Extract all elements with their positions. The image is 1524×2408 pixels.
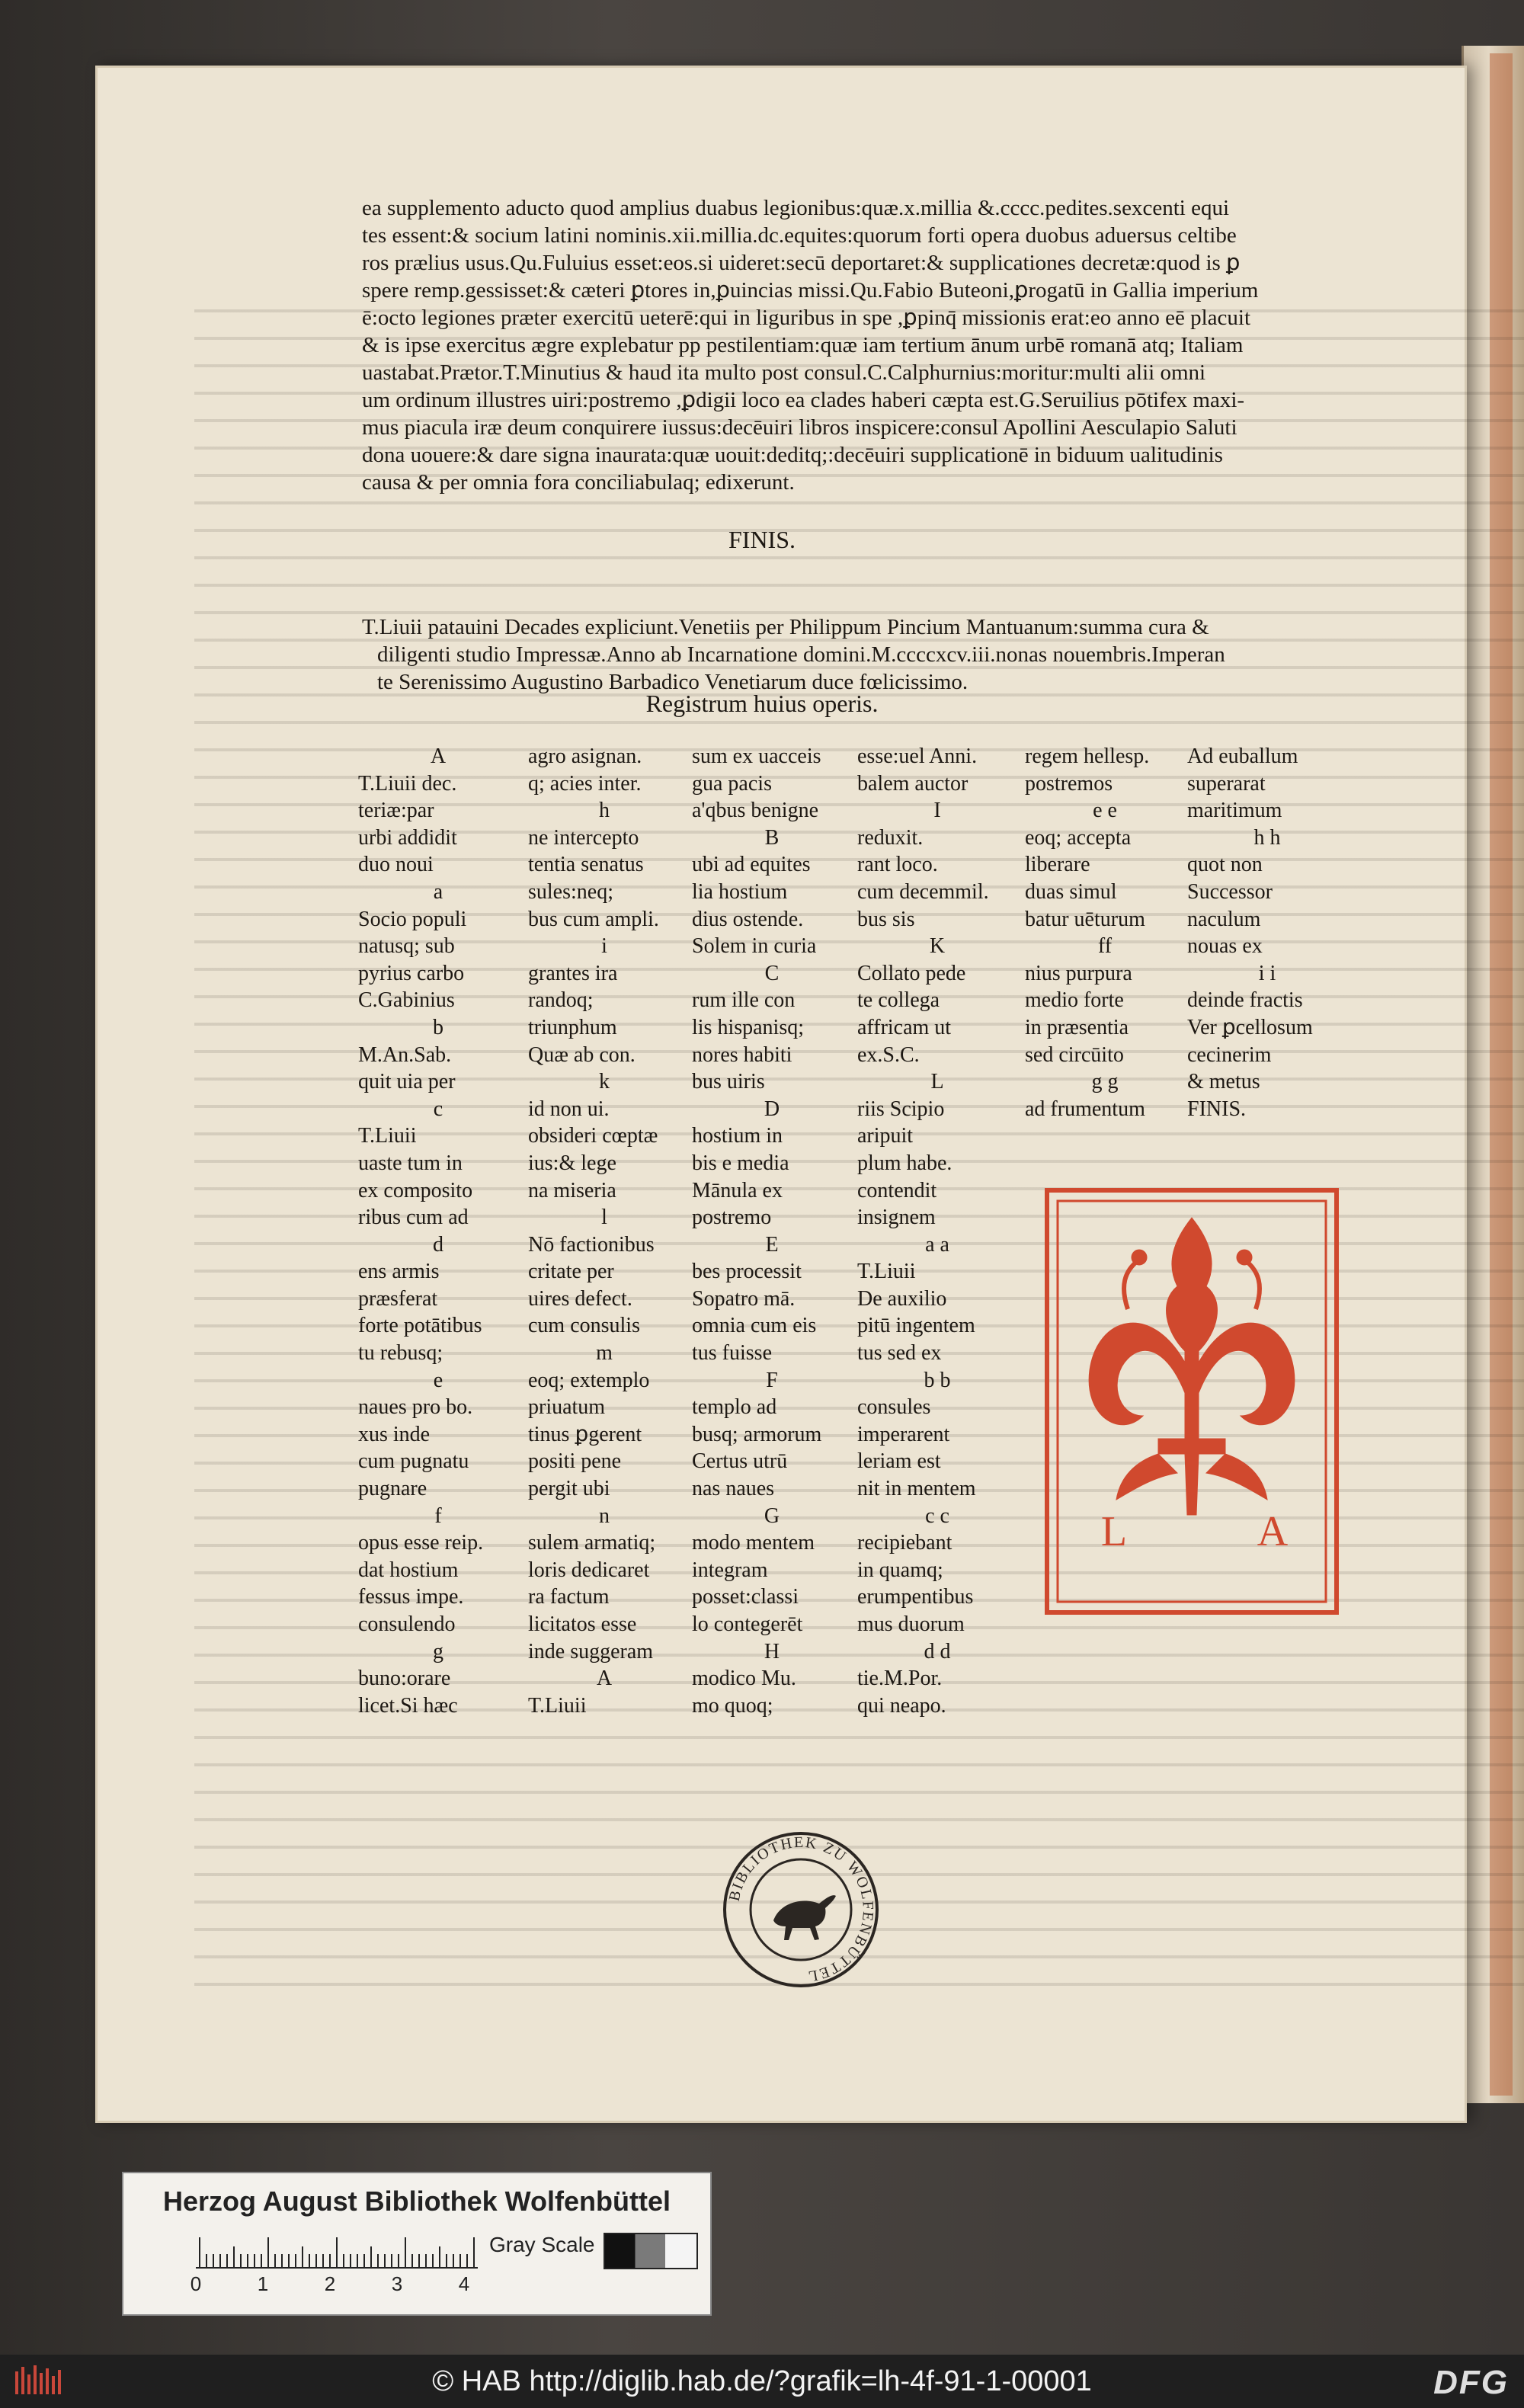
register-entry: præsferat <box>358 1286 438 1311</box>
register-entry: pugnare <box>358 1477 427 1501</box>
register-entry: De auxilio <box>857 1286 947 1311</box>
register-entry: hostium in <box>692 1124 783 1148</box>
register-entry: Socio populi <box>358 907 467 931</box>
text-line: tes essent:& socium latini nominis.xii.millia.dc.equites:quorum forti opera duobus aduersus celtibe <box>362 223 1237 248</box>
register-entry: balem auctor <box>857 771 969 796</box>
register-entry: tinus ꝑgerent <box>528 1422 642 1446</box>
register-entry: imperarent <box>857 1422 950 1446</box>
register-entry: i <box>601 934 607 959</box>
register-entry: f <box>434 1503 442 1528</box>
register-entry: m <box>596 1341 613 1366</box>
register-entry: id non ui. <box>528 1097 610 1121</box>
register-entry: in quamq; <box>857 1558 943 1582</box>
register-entry: sules:neq; <box>528 879 613 904</box>
register-entry: batur uēturum <box>1025 907 1145 931</box>
register-entry: leriam est <box>857 1449 941 1474</box>
library-name: Herzog August Bibliothek Wolfenbüttel <box>163 2185 671 2217</box>
register-entry: templo ad <box>692 1395 777 1420</box>
register-entry: buno:orare <box>358 1667 451 1691</box>
register-entry: triunphum <box>528 1015 617 1039</box>
register-entry: opus esse reip. <box>358 1531 484 1555</box>
register-entry: nouas ex <box>1187 934 1263 959</box>
scale-number: 4 <box>458 2272 470 2295</box>
register-entry: maritimum <box>1187 799 1282 823</box>
text-line: ea supplemento aducto quod amplius duabus legionibus:quæ.x.millia &.cccc.pedites.sexcenti equi <box>362 196 1229 220</box>
register-entry: in præsentia <box>1025 1015 1129 1039</box>
register-entry: uires defect. <box>528 1286 632 1311</box>
register-entry: FINIS. <box>1187 1097 1247 1121</box>
register-entry: nit in mentem <box>857 1477 976 1501</box>
register-entry: G <box>764 1503 780 1528</box>
register-entry: randoq; <box>528 988 594 1013</box>
colophon-line: diligenti studio Impressæ.Anno ab Incarnatione domini.M.ccccxcv.iii.nonas nouembris.Imperan <box>377 642 1225 667</box>
register-entry: pyrius carbo <box>358 961 465 985</box>
register-entry: I <box>933 799 941 823</box>
register-entry: riis Scipio <box>857 1097 945 1121</box>
register-entry: h <box>599 799 610 823</box>
footer-bar <box>0 2355 1524 2408</box>
register-column <box>1025 743 1185 1122</box>
register-entry: busq; armorum <box>692 1422 822 1446</box>
gray-scale-swatch <box>604 2233 698 2269</box>
register-entry: sum ex uacceis <box>692 744 821 768</box>
register-entry: Certus utrū <box>692 1449 788 1474</box>
register-entry: insignem <box>857 1206 936 1230</box>
register-entry: ra factum <box>528 1585 610 1609</box>
register-entry: cecinerim <box>1187 1042 1272 1067</box>
register-entry: bis e media <box>692 1151 789 1175</box>
register-entry: xus inde <box>358 1422 431 1446</box>
register-entry: licet.Si hæc <box>358 1693 458 1718</box>
register-entry: regem hellesp. <box>1025 744 1150 768</box>
colophon-line: T.Liuii patauini Decades expliciunt.Venetiis per Philippum Pincium Mantuanum:summa cura & <box>362 615 1209 639</box>
register-entry: esse:uel Anni. <box>857 744 978 768</box>
register-entry: licitatos esse <box>528 1612 637 1636</box>
register-entry: integram <box>692 1558 768 1582</box>
register-entry: H <box>764 1639 780 1664</box>
register-entry: nius purpura <box>1025 961 1132 985</box>
register-entry: obsideri cœptæ <box>528 1124 658 1148</box>
text-line: spere remp.gessisset:& cæteri ꝑtores in,ꝑuincias missi.Qu.Fabio Buteoni,ꝑrogatū in Gallia imperium <box>362 278 1259 303</box>
register-entry: tu rebusq; <box>358 1341 443 1366</box>
register-entry: tentia senatus <box>528 853 644 877</box>
register-entry: grantes ira <box>528 961 618 985</box>
register-entry: B <box>764 825 780 850</box>
register-entry: teriæ:par <box>358 799 434 823</box>
register-entry: recipiebant <box>857 1531 952 1555</box>
register-entry: critate per <box>528 1260 614 1284</box>
printer-mark <box>1044 1187 1340 1615</box>
register-entry: b b <box>924 1368 951 1392</box>
register-entry: T.Liuii <box>857 1260 916 1284</box>
register-column <box>692 743 852 1719</box>
register-entry: Nō factionibus <box>528 1232 655 1257</box>
register-entry: A <box>430 744 447 768</box>
register-entry: loris dedicaret <box>528 1558 650 1582</box>
register-column <box>358 743 518 1719</box>
register-entry: Quæ ab con. <box>528 1042 636 1067</box>
register-entry: consulendo <box>358 1612 456 1636</box>
register-entry: ius:& lege <box>528 1151 616 1175</box>
register-entry: bes processit <box>692 1260 802 1284</box>
register-entry: bus uiris <box>692 1070 765 1094</box>
register-entry: na miseria <box>528 1178 616 1202</box>
register-entry: T.Liuii dec. <box>358 771 457 796</box>
register-entry: medio forte <box>1025 988 1124 1013</box>
register-entry: dat hostium <box>358 1558 459 1582</box>
register-entry: D <box>764 1097 780 1121</box>
text-line: & is ipse exercitus ægre explebatur pp pestilentiam:quæ iam tertium ānum urbē romanā atq; Italiam <box>362 333 1244 357</box>
register-entry: pitū ingentem <box>857 1314 975 1338</box>
fleur-de-lis-icon <box>1089 1218 1295 1515</box>
text-line: uastabat.Prætor.T.Minutius & haud ita multo post consul.C.Calphurnius:moritur:multi alii omni <box>362 360 1206 385</box>
register-entry: duas simul <box>1025 879 1117 904</box>
text-line: mus piacula iræ deum conquirere iussus:decēuiri libros inspicere:consul Apollini Aesculapio Saluti <box>362 415 1237 440</box>
register-entry: liberare <box>1025 853 1090 877</box>
register-entry: F <box>766 1368 778 1392</box>
register-entry: b <box>433 1015 443 1039</box>
scale-number: 2 <box>324 2272 336 2295</box>
finis-heading: FINIS. <box>728 526 796 553</box>
register-entry: K <box>929 934 946 959</box>
register-entry: quit uia per <box>358 1070 456 1094</box>
register-entry: rant loco. <box>857 853 938 877</box>
text-line: causa & per omnia fora conciliabulaq; edixerunt. <box>362 470 795 495</box>
text-line: ros prælius usus.Qu.Fuluius esset:eos.si uideret:secū deportaret:& supplicationes decretæ:quod is ꝑ <box>362 251 1241 275</box>
register-entry: eoq; extemplo <box>528 1368 650 1392</box>
register-entry: rum ille con <box>692 988 796 1013</box>
register-entry: nas naues <box>692 1477 775 1501</box>
register-entry: tus sed ex <box>857 1341 942 1366</box>
register-entry: tus fuisse <box>692 1341 772 1366</box>
register-entry: priuatum <box>528 1395 606 1420</box>
register-entry: c c <box>925 1503 949 1528</box>
register-entry: e e <box>1093 799 1117 823</box>
register-entry: Ver ꝑcellosum <box>1187 1015 1313 1039</box>
register-entry: E <box>765 1232 779 1257</box>
register-entry: postremos <box>1025 771 1113 796</box>
register-entry: uaste tum in <box>358 1151 463 1175</box>
register-title: Registrum huius operis. <box>645 690 879 717</box>
register-entry: deinde fractis <box>1187 988 1303 1013</box>
library-stamp <box>720 1829 882 1990</box>
register-entry: k <box>599 1070 610 1094</box>
register-entry: a'qbus benigne <box>692 799 819 823</box>
register-entry: duo noui <box>358 853 434 877</box>
register-entry: dius ostende. <box>692 907 804 931</box>
register-entry: modo mentem <box>692 1531 815 1555</box>
register-column <box>1187 743 1347 1122</box>
register-entry: lia hostium <box>692 879 788 904</box>
register-entry: cum consulis <box>528 1314 640 1338</box>
register-entry: ens armis <box>358 1260 440 1284</box>
register-entry: C.Gabinius <box>358 988 455 1013</box>
scale-number: 1 <box>257 2272 269 2295</box>
register-entry: eoq; accepta <box>1025 825 1132 850</box>
register-entry: tie.M.Por. <box>857 1667 943 1691</box>
register-entry: bus cum ampli. <box>528 907 659 931</box>
ruler-icon <box>196 2234 478 2269</box>
register-entry: pergit ubi <box>528 1477 610 1501</box>
text-line: dona uouere:& dare signa inaurata:quæ uouit:deditq;:decēuiri supplicationē in biduum ualitudinis <box>362 443 1223 467</box>
register-entry: Solem in curia <box>692 934 817 959</box>
register-entry: Collato pede <box>857 961 966 985</box>
register-entry: l <box>601 1206 607 1230</box>
register-column <box>857 743 1017 1719</box>
register-entry: ne intercepto <box>528 825 639 850</box>
stamp-text: BIBLIOTHEK ZU WOLFENBÜTTEL <box>725 1833 877 1985</box>
register-entry: urbi addidit <box>358 825 457 850</box>
colophon-line: te Serenissimo Augustino Barbadico Venetiarum duce fœlicissimo. <box>377 670 969 694</box>
register-entry: nores habiti <box>692 1042 792 1067</box>
main-text-block <box>362 194 1402 496</box>
register-entry: naculum <box>1187 907 1261 931</box>
register-entry: modico Mu. <box>692 1667 796 1691</box>
register-entry: n <box>599 1503 610 1528</box>
register-entry: Ad euballum <box>1187 744 1298 768</box>
scale-number: 0 <box>190 2272 202 2295</box>
register-entry: forte potātibus <box>358 1314 482 1338</box>
register-entry: quot non <box>1187 853 1263 877</box>
register-entry: a a <box>925 1232 949 1257</box>
register-entry: g g <box>1091 1070 1119 1094</box>
register-entry: contendit <box>857 1178 937 1202</box>
register-entry: L <box>930 1070 944 1094</box>
register-entry: lo contegerēt <box>692 1612 803 1636</box>
mark-letter-left: L <box>1100 1508 1128 1555</box>
copyright-url[interactable]: © HAB http://diglib.hab.de/?grafik=lh-4f-91-1-00001 <box>432 2365 1092 2397</box>
register-entry: lis hispanisq; <box>692 1015 805 1039</box>
register-entry: gua pacis <box>692 771 772 796</box>
mark-letter-right: A <box>1257 1508 1289 1555</box>
register-entry: h h <box>1253 825 1281 850</box>
register-entry: cum pugnatu <box>358 1449 469 1474</box>
register-entry: ex composito <box>358 1178 473 1202</box>
text-line: um ordinum illustres uiri:postremo ,ꝑdigii loco ea clades haberi cæpta est.G.Seruilius pōtifex maxi- <box>362 388 1245 412</box>
register-entry: mo quoq; <box>692 1693 773 1718</box>
register-entry: affricam ut <box>857 1015 952 1039</box>
gray-scale-label: Gray Scale <box>489 2233 595 2256</box>
register-entry: i i <box>1258 961 1276 985</box>
register-entry: agro asignan. <box>528 744 642 768</box>
register-entry: natusq; sub <box>358 934 455 959</box>
register-entry: c <box>433 1097 443 1121</box>
register-entry: positi pene <box>528 1449 622 1474</box>
dfg-logo: DFG <box>1433 2364 1509 2401</box>
scale-number: 3 <box>391 2272 403 2295</box>
register-entry: superarat <box>1187 771 1266 796</box>
register-entry: A <box>596 1667 613 1691</box>
register-entry: d <box>433 1232 443 1257</box>
register-column <box>528 743 680 1719</box>
register-entry: erumpentibus <box>857 1585 974 1609</box>
register-entry: q; acies inter. <box>528 771 642 796</box>
register-entry: fessus impe. <box>358 1585 464 1609</box>
register-entry: a <box>433 879 443 904</box>
register-entry: & metus <box>1187 1070 1260 1094</box>
register-entry: d d <box>924 1639 951 1664</box>
register-entry: inde suggeram <box>528 1639 654 1664</box>
register-entry: T.Liuii <box>528 1693 587 1718</box>
register-entry: ff <box>1097 934 1113 959</box>
register-entry: cum decemmil. <box>857 879 989 904</box>
register-entry: te collega <box>857 988 940 1013</box>
register-entry: naues pro bo. <box>358 1395 473 1420</box>
register-entry: g <box>433 1639 443 1664</box>
register-entry: sed circūito <box>1025 1042 1124 1067</box>
register-entry: mus duorum <box>857 1612 965 1636</box>
register-entry: bus sis <box>857 907 915 931</box>
register-entry: ad frumentum <box>1025 1097 1145 1121</box>
register-entry: aripuit <box>857 1124 914 1148</box>
horse-icon <box>773 1895 836 1940</box>
register-entry: plum habe. <box>857 1151 952 1175</box>
register-entry: Mānula ex <box>692 1178 783 1202</box>
register-entry: reduxit. <box>857 825 924 850</box>
archive-label <box>122 2172 712 2316</box>
register-entry: ex.S.C. <box>857 1042 920 1067</box>
register-entry: Sopatro mā. <box>692 1286 796 1311</box>
register-entry: M.An.Sab. <box>358 1042 452 1067</box>
colophon <box>362 613 1414 696</box>
register-entry: postremo <box>692 1206 772 1230</box>
register-entry: posset:classi <box>692 1585 799 1609</box>
register-entry: sulem armatiq; <box>528 1531 656 1555</box>
register-entry: qui neapo. <box>857 1693 946 1718</box>
register-entry: T.Liuii <box>358 1124 417 1148</box>
register-entry: omnia cum eis <box>692 1314 817 1338</box>
text-line: ē:octo legiones præter exercitū ueterē:qui in liguribus in spe ,ꝑpinq̄ missionis erat:eo anno eē placuit <box>362 306 1251 330</box>
register-entry: e <box>433 1368 443 1392</box>
register-entry: Successor <box>1187 879 1273 904</box>
register-entry: C <box>764 961 780 985</box>
register-entry: ubi ad equites <box>692 853 811 877</box>
register-entry: consules <box>857 1395 931 1420</box>
register-entry: ribus cum ad <box>358 1206 469 1230</box>
